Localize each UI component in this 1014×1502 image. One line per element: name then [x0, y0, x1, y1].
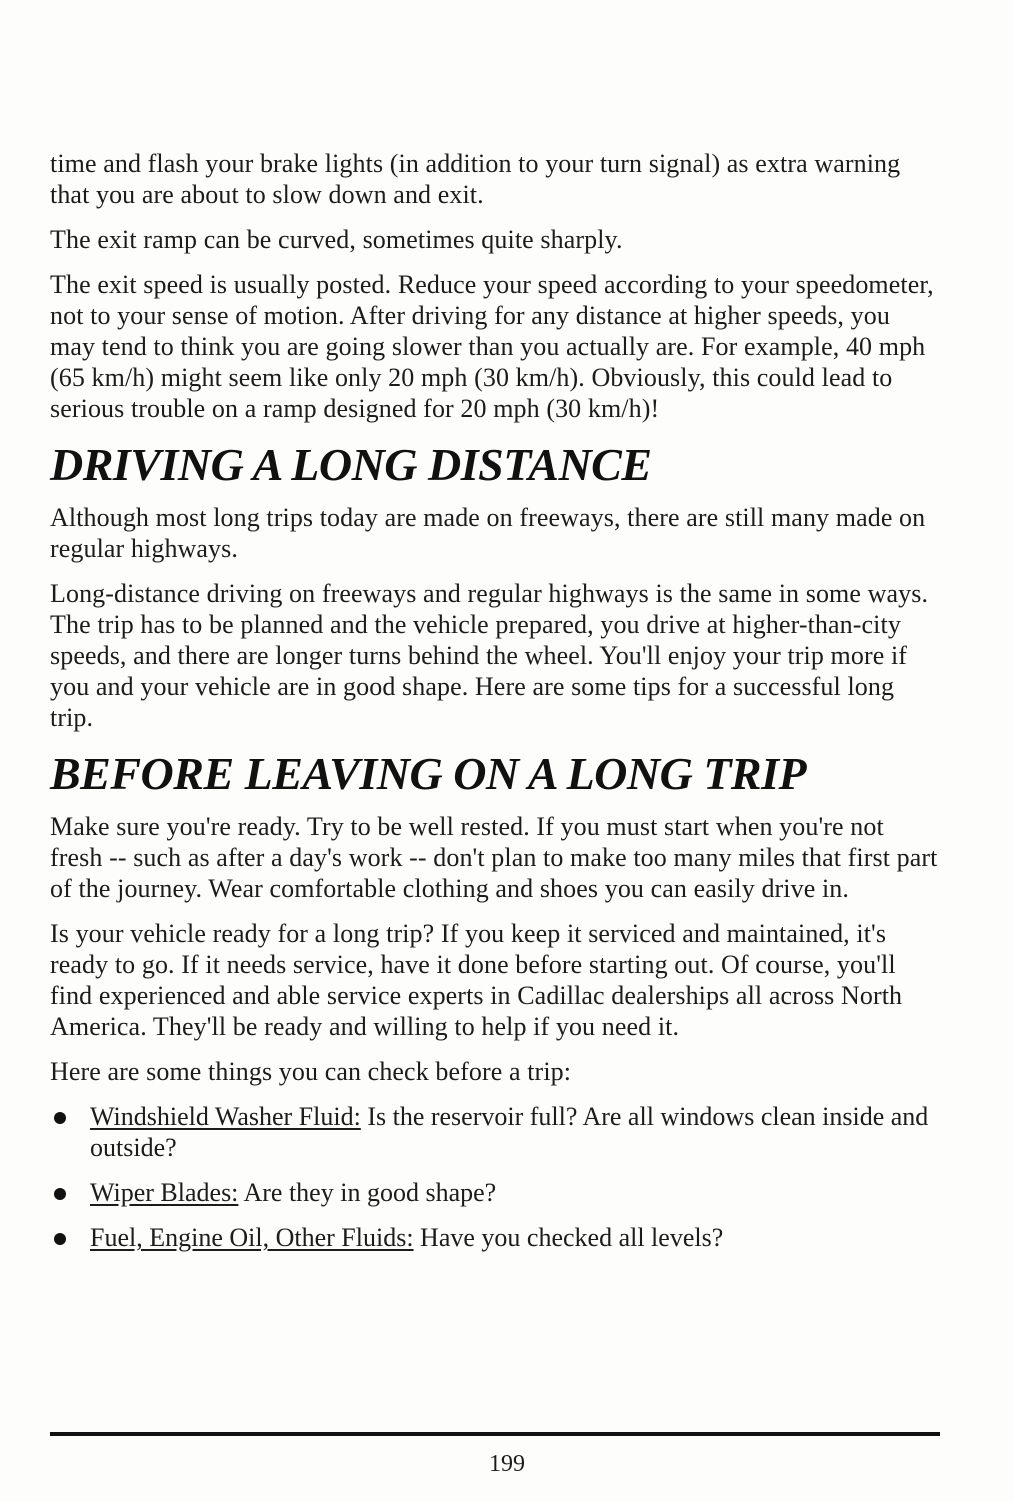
intro-paragraph-3: The exit speed is usually posted. Reduce your speed according to your speedometer, not to your sense of motion. After driving for any distance at higher speeds, you may tend to think you are going slower than you actually are. For example, 40 mph (65 km/h) might seem like only 20 mph (30 km/h). Obviously, this could lead to serious trouble on a ramp designed for 20 mph (30 km/h)!	[50, 270, 934, 423]
long-distance-paragraph-2: Long-distance driving on freeways and regular highways is the same in some ways. The trip has to be planned and the vehicle prepared, you drive at higher-than-city speeds, and there are longer turns behind the wheel. You'll enjoy your trip more if you and your vehicle are in good shape. Here are some tips for a successful long trip.	[50, 579, 929, 732]
checklist-item	[50, 1177, 940, 1208]
section-heading-before-leaving: BEFORE LEAVING ON A LONG TRIP	[50, 748, 807, 799]
checklist-item	[50, 1222, 940, 1253]
page-content	[50, 148, 940, 1267]
checklist-text: Have you checked all levels?	[413, 1223, 724, 1252]
before-leaving-paragraph-2: Is your vehicle ready for a long trip? If you keep it serviced and maintained, it's ready to go. If it needs service, have it done before starting out. Of course, you'll find experienced and able service experts in Cadillac dealerships all across North America. They'll be ready and willing to help if you need it.	[50, 919, 903, 1041]
checklist-text: Is the reservoir full? Are all windows clean inside and outside?	[90, 1102, 929, 1162]
checklist-term: Windshield Washer Fluid:	[90, 1102, 361, 1131]
intro-paragraph-2: The exit ramp can be curved, sometimes quite sharply.	[50, 225, 623, 254]
bullet-icon	[54, 1233, 66, 1245]
before-leaving-paragraph-3: Here are some things you can check before a trip:	[50, 1057, 572, 1086]
trip-checklist	[50, 1101, 940, 1253]
checklist-item	[50, 1101, 940, 1163]
intro-paragraph-1: time and flash your brake lights (in addition to your turn signal) as extra warning that you are about to slow down and exit.	[50, 149, 901, 209]
section-heading-long-distance: DRIVING A LONG DISTANCE	[50, 439, 652, 490]
bullet-icon	[54, 1188, 66, 1200]
checklist-text: Are they in good shape?	[238, 1178, 497, 1207]
checklist-term: Wiper Blades:	[90, 1178, 239, 1207]
checklist-term: Fuel, Engine Oil, Other Fluids:	[90, 1223, 414, 1252]
page-number: 199	[489, 1451, 525, 1477]
bullet-icon	[54, 1112, 66, 1124]
before-leaving-paragraph-1: Make sure you're ready. Try to be well rested. If you must start when you're not fresh -- such as after a day's work -- don't plan to make too many miles that first part of the journey. Wear comfortable clothing and shoes you can easily drive in.	[50, 812, 938, 903]
footer-rule	[50, 1432, 940, 1436]
long-distance-paragraph-1: Although most long trips today are made on freeways, there are still many made on regular highways.	[50, 503, 926, 563]
